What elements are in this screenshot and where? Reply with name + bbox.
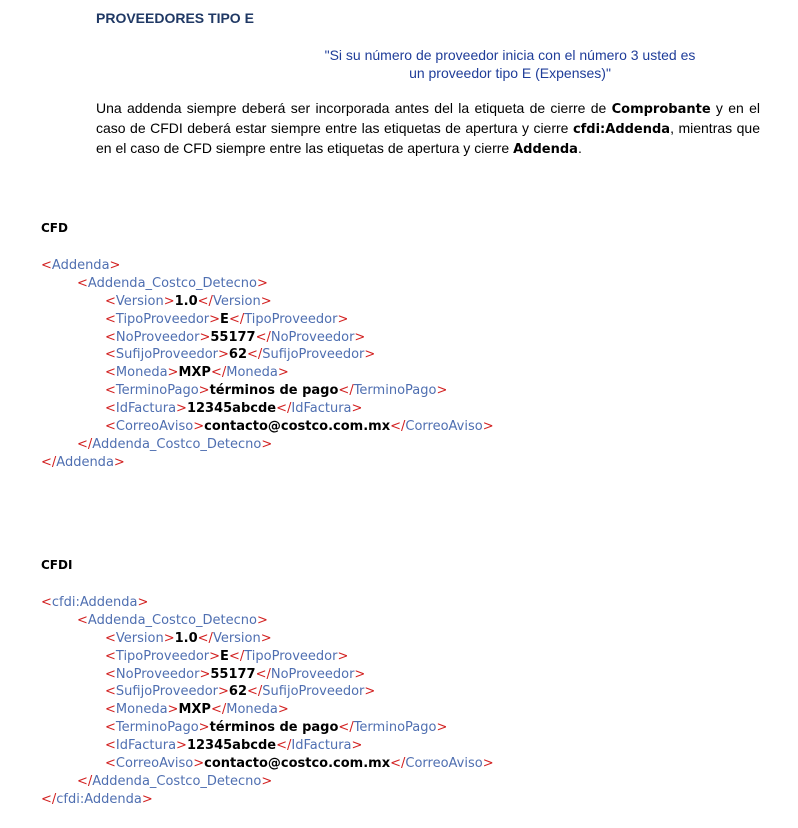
xml-field-idfactura	[41, 400, 494, 418]
field-value: E	[220, 311, 229, 327]
bracket: <	[105, 738, 116, 754]
open-inner-tag	[41, 275, 494, 293]
bracket: <	[105, 347, 116, 363]
bracket: <	[105, 383, 116, 399]
xml-field-idfactura	[41, 737, 494, 755]
bracket: <	[77, 275, 88, 291]
field-value: 62	[228, 347, 248, 363]
tag-name: Addenda_Costco_Detecno	[87, 612, 257, 628]
open-inner-tag	[41, 612, 494, 630]
bracket: <	[105, 666, 116, 682]
tag-name: TerminoPago	[353, 720, 437, 736]
xml-field-noproveedor	[41, 666, 494, 684]
tag-name: SufijoProveedor	[262, 347, 365, 363]
bracket: >	[199, 329, 211, 345]
tag-name: CorreoAviso	[115, 419, 194, 435]
bracket: >	[141, 791, 153, 807]
field-value: términos de pago	[209, 720, 339, 736]
tag-name: Version	[212, 630, 261, 646]
bracket: <	[105, 648, 116, 664]
tag-name: TipoProveedor	[244, 311, 338, 327]
page-title: PROVEEDORES TIPO E	[96, 10, 254, 26]
tag-name: IdFactura	[291, 738, 352, 754]
tag-name: Moneda	[226, 365, 278, 381]
tag-name: TerminoPago	[115, 383, 199, 399]
xml-field-terminopago	[41, 719, 494, 737]
tag-name: CorreoAviso	[405, 756, 483, 772]
tag-name: NoProveedor	[270, 666, 355, 682]
tag-name: Addenda_Costco_Detecno	[92, 773, 262, 789]
xml-field-moneda	[41, 701, 494, 719]
bracket: >	[218, 684, 229, 700]
bracket: >	[277, 702, 289, 718]
xml-field-tipoproveedor	[41, 648, 494, 666]
xml-field-correoaviso	[41, 755, 494, 773]
tag-name: TerminoPago	[353, 383, 437, 399]
tag-name: Moneda	[115, 702, 168, 718]
xml-field-terminopago	[41, 382, 494, 400]
tag-name: TipoProveedor	[115, 648, 210, 664]
bracket: >	[176, 738, 187, 754]
bracket: >	[109, 258, 121, 273]
bracket: <	[105, 365, 116, 381]
bracket: </	[247, 347, 263, 363]
bracket: </	[228, 311, 245, 327]
tag-name: cfdi:Addenda	[51, 595, 138, 610]
bracket: >	[167, 365, 179, 381]
cfdi-heading: CFDI	[41, 558, 73, 572]
bracket: >	[277, 365, 289, 381]
para-bold-comprobante: Comprobante	[611, 102, 711, 117]
bracket: >	[364, 684, 376, 700]
bracket: </	[41, 791, 57, 807]
tag-name: SufijoProveedor	[115, 684, 219, 700]
field-value: términos de pago	[209, 383, 339, 399]
para-text-2: y en el caso de CFDI deberá estar siempre entre las etiquetas de apertura y cierre	[96, 100, 760, 136]
tag-name: SufijoProveedor	[115, 347, 219, 363]
bracket: >	[364, 347, 376, 363]
bracket: >	[193, 756, 205, 772]
bracket: >	[436, 720, 448, 736]
bracket: <	[105, 684, 116, 700]
xml-field-version	[41, 630, 494, 648]
bracket: >	[198, 383, 210, 399]
bracket: >	[337, 648, 349, 664]
field-value: contacto@costco.com.mx	[204, 419, 391, 435]
bracket: >	[261, 436, 273, 452]
tag-name: NoProveedor	[270, 329, 355, 345]
bracket: <	[105, 720, 116, 736]
para-bold-addenda: Addenda	[513, 142, 578, 157]
bracket: <	[77, 612, 88, 628]
close-inner-tag	[41, 436, 494, 454]
bracket: >	[209, 648, 221, 664]
field-value: MXP	[178, 702, 211, 718]
bracket: >	[137, 595, 149, 610]
bracket: >	[163, 293, 175, 309]
tag-name: cfdi:Addenda	[56, 791, 142, 807]
bracket: >	[354, 329, 366, 345]
close-root-tag	[41, 454, 494, 472]
bracket: </	[247, 684, 263, 700]
bracket: </	[210, 365, 227, 381]
bracket: </	[41, 454, 57, 470]
bracket: </	[338, 383, 354, 399]
tag-name: CorreoAviso	[115, 756, 194, 772]
tag-name: Version	[115, 293, 164, 309]
bracket: </	[390, 419, 406, 435]
para-text-4: .	[577, 140, 582, 156]
bracket: >	[256, 275, 268, 291]
bracket: >	[198, 720, 210, 736]
field-value: 55177	[210, 666, 256, 682]
supplier-type-quote	[260, 46, 760, 82]
bracket: <	[105, 311, 116, 327]
close-root-tag	[41, 791, 494, 809]
field-value: E	[220, 648, 229, 664]
instructions-paragraph	[96, 99, 760, 159]
tag-name: NoProveedor	[115, 329, 200, 345]
bracket: >	[163, 630, 175, 646]
bracket: >	[176, 401, 187, 417]
tag-name: TerminoPago	[115, 720, 199, 736]
para-text-1: Una addenda siempre deberá ser incorporada antes del la etiqueta de cierre de	[96, 100, 612, 116]
tag-name: Addenda	[51, 258, 110, 273]
bracket: >	[337, 311, 349, 327]
bracket: >	[436, 383, 448, 399]
tag-name: Version	[115, 630, 164, 646]
bracket: </	[197, 630, 213, 646]
tag-name: Moneda	[115, 365, 168, 381]
xml-field-moneda	[41, 364, 494, 382]
cfdi-xml-block	[41, 594, 494, 809]
bracket: </	[77, 436, 93, 452]
bracket: </	[338, 720, 354, 736]
tag-name: Moneda	[226, 702, 278, 718]
tag-name: CorreoAviso	[405, 419, 483, 435]
bracket: <	[105, 419, 116, 435]
tag-name: TipoProveedor	[244, 648, 338, 664]
bracket: >	[193, 419, 205, 435]
tag-name: Addenda_Costco_Detecno	[87, 275, 257, 291]
tag-name: SufijoProveedor	[262, 684, 365, 700]
bracket: </	[276, 401, 292, 417]
bracket: </	[390, 756, 406, 772]
tag-name: IdFactura	[115, 401, 177, 417]
bracket: </	[255, 329, 271, 345]
bracket: <	[105, 756, 116, 772]
bracket: >	[260, 630, 272, 646]
cfd-xml-block	[41, 257, 494, 472]
bracket: >	[482, 756, 494, 772]
field-value: 12345abcde	[186, 738, 277, 754]
xml-field-correoaviso	[41, 418, 494, 436]
bracket: >	[260, 293, 272, 309]
field-value: 12345abcde	[186, 401, 277, 417]
field-value: MXP	[178, 365, 211, 381]
close-inner-tag	[41, 773, 494, 791]
bracket: >	[209, 311, 221, 327]
quote-line-2: un proveedor tipo E (Expenses)"	[409, 65, 611, 81]
bracket: >	[351, 401, 363, 417]
field-value: 1.0	[174, 630, 198, 646]
bracket: </	[77, 773, 93, 789]
bracket: </	[197, 293, 213, 309]
xml-field-sufijoproveedor	[41, 683, 494, 701]
open-root-tag	[41, 257, 494, 275]
bracket: >	[351, 738, 363, 754]
bracket: >	[199, 666, 211, 682]
bracket: >	[167, 702, 179, 718]
tag-name: IdFactura	[115, 738, 177, 754]
bracket: <	[105, 401, 116, 417]
para-text-3: , mientras que en el caso de CFD siempre entre las etiquetas de apertura y cierre	[96, 120, 760, 156]
bracket: >	[482, 419, 494, 435]
quote-line-1: "Si su número de proveedor inicia con el número 3 usted es	[324, 47, 696, 63]
field-value: 62	[228, 684, 248, 700]
bracket: >	[261, 773, 273, 789]
bracket: </	[210, 702, 227, 718]
tag-name: IdFactura	[291, 401, 352, 417]
xml-field-sufijoproveedor	[41, 346, 494, 364]
tag-name: NoProveedor	[115, 666, 200, 682]
bracket: >	[354, 666, 366, 682]
field-value: 55177	[210, 329, 256, 345]
tag-name: Version	[212, 293, 261, 309]
bracket: </	[228, 648, 245, 664]
bracket: </	[276, 738, 292, 754]
field-value: contacto@costco.com.mx	[204, 756, 391, 772]
bracket: <	[105, 293, 116, 309]
bracket: <	[105, 630, 116, 646]
bracket: >	[256, 612, 268, 628]
bracket: <	[105, 329, 116, 345]
tag-name: Addenda	[56, 454, 114, 470]
field-value: 1.0	[174, 293, 198, 309]
bracket: <	[105, 702, 116, 718]
tag-name: TipoProveedor	[115, 311, 210, 327]
bracket: <	[41, 595, 52, 610]
open-root-tag	[41, 594, 494, 612]
bracket: >	[113, 454, 125, 470]
tag-name: Addenda_Costco_Detecno	[92, 436, 262, 452]
xml-field-version	[41, 293, 494, 311]
bracket: >	[218, 347, 229, 363]
para-bold-cfdi-addenda: cfdi:Addenda	[572, 122, 671, 137]
bracket: <	[41, 258, 52, 273]
xml-field-noproveedor	[41, 329, 494, 347]
xml-field-tipoproveedor	[41, 311, 494, 329]
cfd-heading: CFD	[41, 221, 68, 235]
bracket: </	[255, 666, 271, 682]
